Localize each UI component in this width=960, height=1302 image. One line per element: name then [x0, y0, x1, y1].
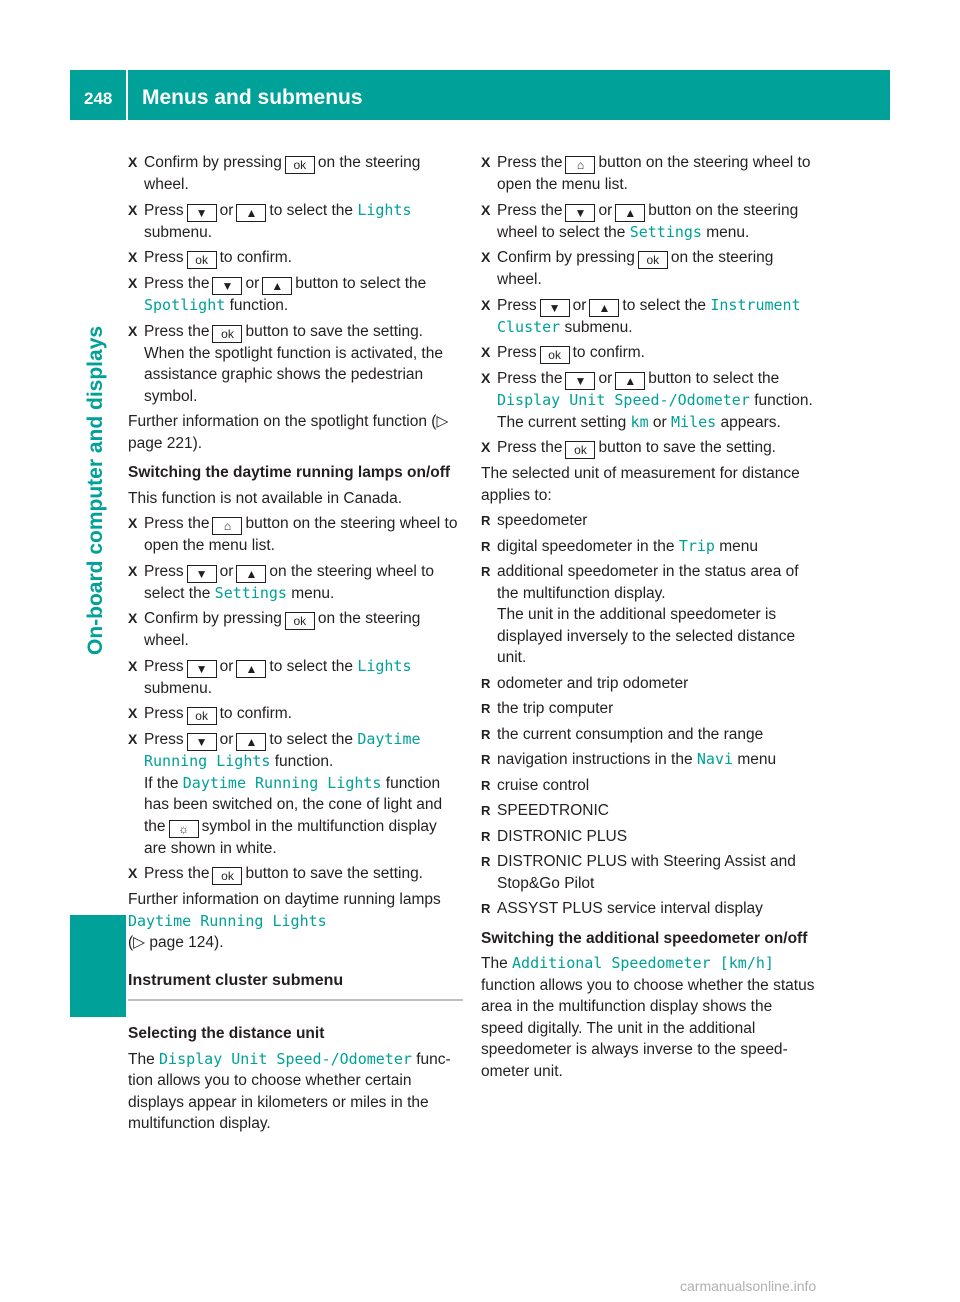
step: X Confirm by pressing ok on the steering wheel.	[481, 247, 816, 291]
ok-key-icon: ok	[187, 707, 217, 725]
step: X Press the ▼ or ▲ button to select the Spotlight function.	[128, 273, 463, 317]
watermark: carmanualsonline.info	[680, 1278, 817, 1294]
step: X Press ok to confirm.	[128, 703, 463, 725]
step: X Press the ▼ or ▲ button to select the Display Unit Speed-/Odometer function. The current setting km or Miles appears.	[481, 368, 816, 433]
list-item: R ASSYST PLUS service interval display	[481, 898, 816, 920]
paragraph: The Additional Speedometer [km/h] function allows you to choose whether the status area in the multifunction display shows the speed digitally. The unit in the additional speedometer is always inverse to the speedometer unit.	[481, 954, 815, 1080]
down-key-icon: ▼	[212, 277, 242, 295]
step: X Press ▼ or ▲ to select the Daytime Running Lights function. If the Daytime Running Lights function has been switched on, the cone of light and the ☼ symbol in the multifunction display are shown in white.	[128, 729, 463, 859]
list-item: R speedometer	[481, 510, 816, 532]
down-key-icon: ▼	[187, 660, 217, 678]
list-item: R DISTRONIC PLUS with Steering Assist and Stop&Go Pilot	[481, 851, 816, 894]
list-item: R DISTRONIC PLUS	[481, 826, 816, 848]
chapter-marker	[70, 915, 126, 1017]
sun-symbol-icon: ☼	[169, 820, 199, 838]
step: X Press ▼ or ▲ to select the Lights submenu.	[128, 200, 463, 244]
list-item: R digital speedometer in the Trip menu	[481, 536, 816, 558]
subheading: Selecting the distance unit	[128, 1025, 325, 1042]
down-key-icon: ▼	[187, 733, 217, 751]
ok-key-icon: ok	[212, 325, 242, 343]
ok-key-icon: ok	[285, 612, 315, 630]
up-key-icon: ▲	[236, 660, 266, 678]
up-key-icon: ▲	[236, 733, 266, 751]
paragraph: Further information on daytime running lamps Daytime Running Lights (▷ page 124).	[128, 891, 441, 951]
list-item: R SPEEDTRONIC	[481, 800, 816, 822]
step: X Press the ⌂ button on the steering wheel to open the menu list.	[481, 152, 816, 196]
step: X Confirm by pressing ok on the steering wheel.	[128, 608, 463, 652]
side-tab	[70, 120, 126, 1020]
step: X Press the ⌂ button on the steering wheel to open the menu list.	[128, 513, 463, 557]
header-divider	[126, 70, 128, 120]
step: X Press ok to confirm.	[128, 247, 463, 269]
up-key-icon: ▲	[262, 277, 292, 295]
list-item: R odometer and trip odometer	[481, 673, 816, 695]
step: X Confirm by pressing ok on the steering wheel.	[128, 152, 463, 196]
step: X Press ▼ or ▲ to select the Instrument Cluster submenu.	[481, 295, 816, 339]
up-key-icon: ▲	[615, 204, 645, 222]
down-key-icon: ▼	[187, 565, 217, 583]
step: X Press ok to confirm.	[481, 342, 816, 364]
list-item: R cruise control	[481, 775, 816, 797]
step: X Press ▼ or ▲ to select the Lights submenu.	[128, 656, 463, 700]
home-key-icon: ⌂	[212, 517, 242, 535]
left-column	[128, 152, 463, 1139]
page-header	[70, 70, 890, 120]
page-number: 248	[84, 89, 113, 108]
right-column	[481, 152, 816, 1086]
step: X Press the ok button to save the setting. When the spotlight function is activated, the assistance graphic shows the pedestrian symbol.	[128, 321, 463, 408]
paragraph: The selected unit of measurement for distance applies to:	[481, 465, 800, 504]
paragraph: The Display Unit Speed-/Odometer function allows you to choose whether certain displays appear in kilometers or miles in the multifunction display.	[128, 1049, 451, 1132]
up-key-icon: ▲	[589, 299, 619, 317]
paragraph: Further information on the spotlight function (▷ page 221).	[128, 413, 449, 452]
ok-key-icon: ok	[187, 251, 217, 269]
ok-key-icon: ok	[212, 867, 242, 885]
ok-key-icon: ok	[565, 441, 595, 459]
step: X Press the ok button to save the setting.	[128, 863, 463, 885]
down-key-icon: ▼	[565, 372, 595, 390]
subheading: Switching the additional speedometer on/off	[481, 929, 808, 947]
paragraph: This function is not available in Canada.	[128, 489, 402, 507]
ok-key-icon: ok	[638, 251, 668, 269]
list-item: R additional speedometer in the status area of the multifunction display. The unit in the additional speedometer is displayed inversely to the selected distance unit.	[481, 561, 816, 669]
up-key-icon: ▲	[236, 204, 266, 222]
step: X Press ▼ or ▲ on the steering wheel to select the Settings menu.	[128, 561, 463, 605]
down-key-icon: ▼	[540, 299, 570, 317]
up-key-icon: ▲	[236, 565, 266, 583]
list-item: R the current consumption and the range	[481, 724, 816, 746]
ok-key-icon: ok	[540, 346, 570, 364]
down-key-icon: ▼	[187, 204, 217, 222]
subheading: Switching the daytime running lamps on/off	[128, 464, 451, 481]
list-item: R the trip computer	[481, 698, 816, 720]
chapter-title: On-board computer and displays	[84, 325, 107, 655]
down-key-icon: ▼	[565, 204, 595, 222]
ok-key-icon: ok	[285, 156, 315, 174]
home-key-icon: ⌂	[565, 156, 595, 174]
step: X Press the ▼ or ▲ button on the steering wheel to select the Settings menu.	[481, 200, 816, 244]
up-key-icon: ▲	[615, 372, 645, 390]
page-title: Menus and submenus	[142, 86, 363, 109]
section-heading: Instrument cluster submenu	[128, 970, 463, 1002]
step: X Press the ok button to save the setting.	[481, 437, 816, 459]
list-item: R navigation instructions in the Navi menu	[481, 749, 816, 771]
